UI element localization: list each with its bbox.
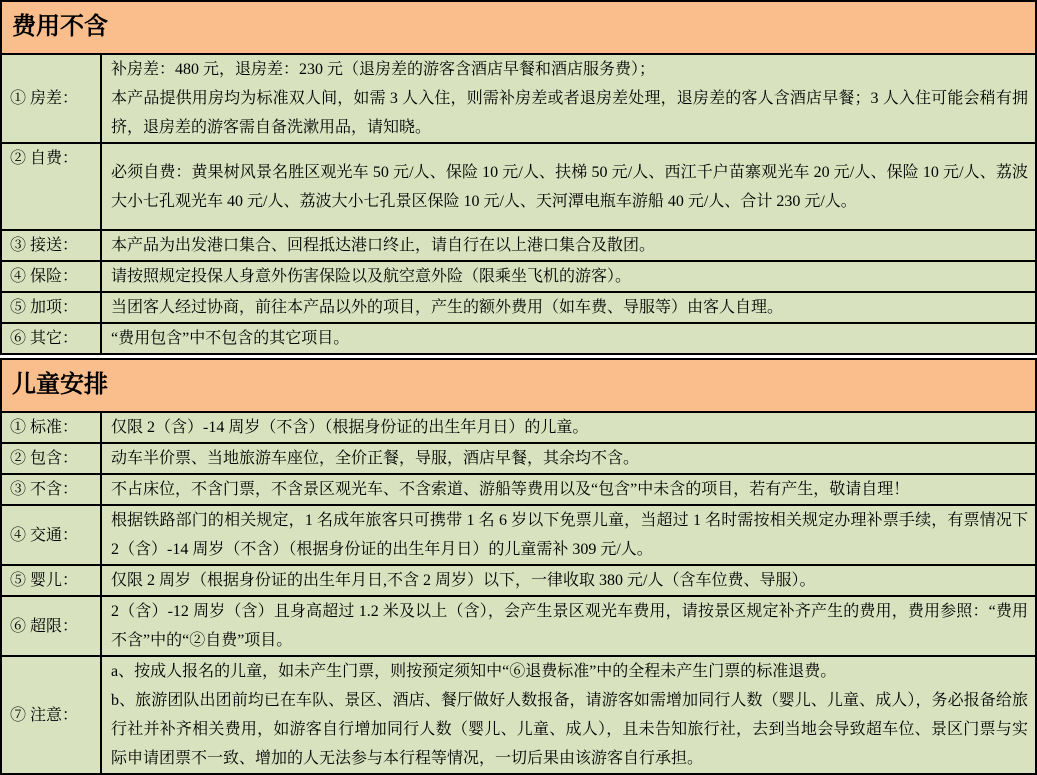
row-paragraph: 补房差：480 元，退房差：230 元（退房差的游客含酒店早餐和酒店服务费）； — [111, 61, 656, 78]
row-content — [101, 261, 1036, 292]
row-paragraph: 请按照规定投保人身意外伤害保险以及航空意外险（限乘坐飞机的游客）。 — [111, 268, 632, 285]
row-content — [101, 323, 1036, 354]
row-paragraph: a、按成人报名的儿童，如未产生门票，则按预定须知中“⑥退费标准”中的全程未产生门票的标准退费。 — [111, 663, 837, 680]
row-paragraph: 本产品提供用房均为标准双人间，如需 3 人入住，则需补房差或者退房差处理，退房差的客人含酒店早餐；3 人入住可能会稍有拥挤，退房差的游客需自备洗漱用品，请知晓。 — [111, 90, 1028, 136]
table-row — [1, 412, 1036, 443]
table-row — [1, 656, 1036, 774]
row-paragraph: 本产品为出发港口集合、回程抵达港口终止，请自行在以上港口集合及散团。 — [111, 237, 656, 254]
table-row — [1, 143, 1036, 230]
row-paragraph: 2（含）-12 周岁（含）且身高超过 1.2 米及以上（含），会产生景区观光车费用，请按景区规定补齐产生的费用，费用参照：“费用不含”中的“②自费”项目。 — [111, 603, 1028, 649]
table-row — [1, 596, 1036, 656]
row-label: ⑤ 婴儿： — [1, 565, 101, 596]
row-content — [101, 230, 1036, 261]
row-content — [101, 596, 1036, 656]
row-paragraph: 根据铁路部门的相关规定，1 名成年旅客只可携带 1 名 6 岁以下免票儿童，当超过 1 名时需按相关规定办理补票手续，有票情况下 2（含）-14 周岁（不含）（根据身份证的出生年月日）的儿童需补 309 元/人。 — [111, 512, 1028, 558]
section-title: 费用不含 — [1, 1, 1036, 54]
row-content — [101, 505, 1036, 565]
row-paragraph: 必须自费：黄果树风景名胜区观光车 50 元/人、保险 10 元/人、扶梯 50 元/人、西江千户苗寨观光车 20 元/人、保险 10 元/人、荔波大小七孔观光车 40 元/人、荔波大小七孔景区保险 10 元/人、天河潭电瓶车游船 40 元/人、合计 230 元/人。 — [111, 163, 1028, 210]
section-header-row — [1, 1, 1036, 54]
row-paragraph: 仅限 2（含）-14 周岁（不含）（根据身份证的出生年月日）的儿童。 — [111, 419, 589, 436]
table-row — [1, 261, 1036, 292]
row-content — [101, 143, 1036, 230]
row-paragraph: 动车半价票、当地旅游车座位，全价正餐，导服，酒店早餐，其余均不含。 — [111, 450, 640, 467]
section-fees-not-included — [0, 0, 1037, 355]
row-paragraph: 不占床位，不含门票，不含景区观光车、不含索道、游船等费用以及“包含”中未含的项目，若有产生，敬请自理！ — [111, 481, 910, 498]
row-paragraph: 当团客人经过协商，前往本产品以外的项目，产生的额外费用（如车费、导服等）由客人自理。 — [111, 299, 784, 316]
section-header-row — [1, 359, 1036, 412]
row-content — [101, 474, 1036, 505]
row-label: ① 房差： — [1, 54, 101, 143]
row-paragraph: “费用包含”中不包含的其它项目。 — [111, 330, 350, 347]
section-title: 儿童安排 — [1, 359, 1036, 412]
table-row — [1, 474, 1036, 505]
row-content — [101, 412, 1036, 443]
table-row — [1, 54, 1036, 143]
row-content — [101, 292, 1036, 323]
row-label: ④ 保险： — [1, 261, 101, 292]
section-children-arrangement — [0, 358, 1037, 775]
table-row — [1, 505, 1036, 565]
table-row — [1, 292, 1036, 323]
row-label: ⑦ 注意： — [1, 656, 101, 774]
table-row — [1, 565, 1036, 596]
row-label: ② 包含： — [1, 443, 101, 474]
row-paragraph: b、旅游团队出团前均已在车队、景区、酒店、餐厅做好人数报备，请游客如需增加同行人数（婴儿、儿童、成人），务必报备给旅行社并补齐相关费用，如游客自行增加同行人数（婴儿、儿童、成人），且未告知旅行社，去到当地会导致超车位、景区门票与实际申请团票不一致、增加的人无法参与本行程等情况，一切后果由该游客自行承担。 — [111, 692, 1028, 767]
row-content — [101, 443, 1036, 474]
row-content — [101, 54, 1036, 143]
row-label: ② 自费： — [1, 143, 101, 230]
row-label: ④ 交通： — [1, 505, 101, 565]
row-label: ① 标准： — [1, 412, 101, 443]
row-label: ③ 接送： — [1, 230, 101, 261]
table-row — [1, 323, 1036, 354]
table-row — [1, 230, 1036, 261]
row-paragraph: 仅限 2 周岁（根据身份证的出生年月日,不含 2 周岁）以下，一律收取 380 元/人（含车位费、导服）。 — [111, 572, 816, 589]
row-label: ⑥ 其它： — [1, 323, 101, 354]
row-label: ⑤ 加项： — [1, 292, 101, 323]
row-content — [101, 656, 1036, 774]
table-row — [1, 443, 1036, 474]
row-label: ⑥ 超限： — [1, 596, 101, 656]
row-label: ③ 不含： — [1, 474, 101, 505]
row-content — [101, 565, 1036, 596]
